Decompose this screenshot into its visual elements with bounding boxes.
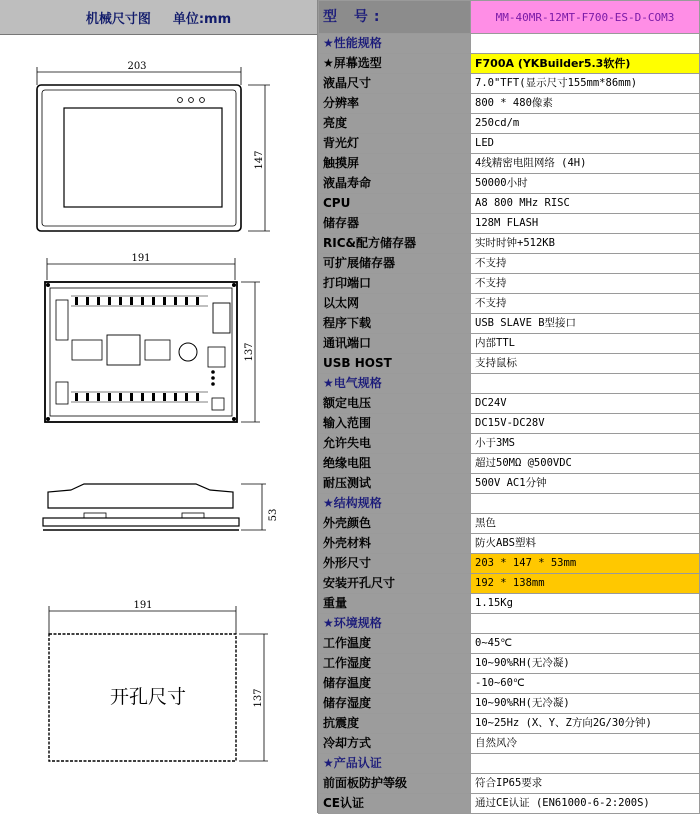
spec-row: [319, 334, 700, 354]
spec-row: [319, 114, 700, 134]
section-title: ★性能规格: [319, 34, 471, 54]
spec-key: 触摸屏: [319, 154, 471, 174]
back-height-label: 137: [244, 342, 255, 362]
spec-key: CE认证: [319, 794, 471, 814]
spec-value: DC15V-DC28V: [471, 414, 700, 434]
spec-key: CPU: [319, 194, 471, 214]
spec-value: [471, 754, 700, 774]
spec-key: 外壳材料: [319, 534, 471, 554]
section-row: [319, 754, 700, 774]
spec-value: 自然风冷: [471, 734, 700, 754]
section-row: [319, 374, 700, 394]
spec-value: 192 * 138mm: [471, 574, 700, 594]
spec-key: 以太网: [319, 294, 471, 314]
spec-key: 通讯端口: [319, 334, 471, 354]
spec-row: [319, 214, 700, 234]
spec-row: [319, 634, 700, 654]
spec-key: 外壳颜色: [319, 514, 471, 534]
spec-key: 前面板防护等级: [319, 774, 471, 794]
spec-row: [319, 734, 700, 754]
section-row: [319, 614, 700, 634]
spec-value: 10~90%RH(无冷凝): [471, 654, 700, 674]
spec-row: [319, 174, 700, 194]
drawing-panel: [0, 0, 318, 813]
spec-value: [471, 494, 700, 514]
spec-row: [319, 574, 700, 594]
spec-row: [319, 714, 700, 734]
section-title: ★产品认证: [319, 754, 471, 774]
spec-value: 7.0"TFT(显示尺寸155mm*86mm): [471, 74, 700, 94]
spec-key: 工作湿度: [319, 654, 471, 674]
spec-row: [319, 674, 700, 694]
spec-row: [319, 314, 700, 334]
spec-value: 小于3MS: [471, 434, 700, 454]
spec-row: [319, 74, 700, 94]
spec-row: [319, 514, 700, 534]
spec-row: [319, 534, 700, 554]
spec-value: DC24V: [471, 394, 700, 414]
cutout-height-label: 137: [253, 688, 264, 708]
spec-row: [319, 454, 700, 474]
cutout-width-label: 191: [133, 600, 153, 611]
section-title: ★结构规格: [319, 494, 471, 514]
section-row: [319, 494, 700, 514]
spec-row: [319, 54, 700, 74]
spec-key: 允许失电: [319, 434, 471, 454]
spec-key: 外形尺寸: [319, 554, 471, 574]
spec-row: [319, 794, 700, 814]
spec-key: 打印端口: [319, 274, 471, 294]
spec-value: 内部TTL: [471, 334, 700, 354]
spec-key: 亮度: [319, 114, 471, 134]
spec-value: 实时时钟+512KB: [471, 234, 700, 254]
section-row: [319, 34, 700, 54]
spec-row: [319, 694, 700, 714]
spec-row: [319, 154, 700, 174]
spec-table: [318, 0, 700, 814]
spec-value: 203 * 147 * 53mm: [471, 554, 700, 574]
model-value: MM-40MR-12MT-F700-ES-D-COM3: [471, 1, 700, 34]
spec-value: 不支持: [471, 294, 700, 314]
spec-key: 液晶尺寸: [319, 74, 471, 94]
spec-value: 通过CE认证 (EN61000-6-2:200S): [471, 794, 700, 814]
spec-key: 重量: [319, 594, 471, 614]
spec-key: 耐压测试: [319, 474, 471, 494]
spec-value: [471, 34, 700, 54]
spec-key: RIC&配方储存器: [319, 234, 471, 254]
section-title: ★电气规格: [319, 374, 471, 394]
cutout-view: [49, 606, 268, 761]
spec-value: A8 800 MHz RISC: [471, 194, 700, 214]
spec-key: 液晶寿命: [319, 174, 471, 194]
spec-value: 10~25Hz (X、Y、Z方向2G/30分钟): [471, 714, 700, 734]
spec-key: 分辨率: [319, 94, 471, 114]
section-title: ★环境规格: [319, 614, 471, 634]
cutout-label: 开孔尺寸: [109, 686, 187, 708]
spec-value: 支持鼠标: [471, 354, 700, 374]
spec-key: 程序下载: [319, 314, 471, 334]
spec-row: [319, 254, 700, 274]
mechanical-drawings: [0, 0, 317, 813]
spec-value: 128M FLASH: [471, 214, 700, 234]
spec-row: [319, 554, 700, 574]
spec-value: 黑色: [471, 514, 700, 534]
spec-value: LED: [471, 134, 700, 154]
spec-row: [319, 194, 700, 214]
spec-key: 储存湿度: [319, 694, 471, 714]
spec-key: 抗震度: [319, 714, 471, 734]
spec-key: 输入范围: [319, 414, 471, 434]
spec-key: 背光灯: [319, 134, 471, 154]
spec-key: 额定电压: [319, 394, 471, 414]
spec-value: 50000小时: [471, 174, 700, 194]
spec-row: [319, 654, 700, 674]
front-height-label: 147: [254, 150, 265, 170]
spec-row: [319, 394, 700, 414]
spec-row: [319, 354, 700, 374]
side-depth-label: 53: [268, 508, 279, 522]
spec-value: 超过50MΩ @500VDC: [471, 454, 700, 474]
spec-value: 防火ABS塑料: [471, 534, 700, 554]
spec-row: [319, 774, 700, 794]
spec-value: 4线精密电阻网络 (4H): [471, 154, 700, 174]
spec-row: [319, 274, 700, 294]
unit-label: 单位:mm: [172, 11, 232, 27]
spec-value: 不支持: [471, 274, 700, 294]
spec-row: [319, 434, 700, 454]
spec-value: 800 * 480像素: [471, 94, 700, 114]
spec-row: [319, 414, 700, 434]
spec-row: [319, 134, 700, 154]
spec-key: 可扩展储存器: [319, 254, 471, 274]
spec-value: 0~45℃: [471, 634, 700, 654]
spec-row: [319, 474, 700, 494]
spec-value: [471, 374, 700, 394]
spec-value: 500V AC1分钟: [471, 474, 700, 494]
spec-row: [319, 234, 700, 254]
spec-key: 储存温度: [319, 674, 471, 694]
spec-value: 250cd/m: [471, 114, 700, 134]
model-label: 型 号:: [319, 1, 471, 34]
spec-key: ★屏幕选型: [319, 54, 471, 74]
spec-value: [471, 614, 700, 634]
side-view: [43, 484, 266, 530]
spec-value: 符合IP65要求: [471, 774, 700, 794]
spec-value: USB SLAVE B型接口: [471, 314, 700, 334]
terminal-blocks: [46, 283, 236, 421]
front-width-label: 203: [127, 61, 147, 72]
spec-row: [319, 594, 700, 614]
spec-value: F700A (YKBuilder5.3软件): [471, 54, 700, 74]
spec-value: 10~90%RH(无冷凝): [471, 694, 700, 714]
model-row: [319, 1, 700, 34]
spec-value: -10~60℃: [471, 674, 700, 694]
spec-value: 不支持: [471, 254, 700, 274]
spec-key: 绝缘电阻: [319, 454, 471, 474]
back-width-label: 191: [131, 253, 151, 264]
spec-key: USB HOST: [319, 354, 471, 374]
spec-row: [319, 94, 700, 114]
spec-key: 储存器: [319, 214, 471, 234]
front-view: [37, 67, 270, 231]
spec-key: 工作温度: [319, 634, 471, 654]
drawing-title: 机械尺寸图: [85, 11, 151, 27]
spec-key: 安装开孔尺寸: [319, 574, 471, 594]
spec-row: [319, 294, 700, 314]
spec-panel: [318, 0, 700, 813]
spec-key: 冷却方式: [319, 734, 471, 754]
spec-value: 1.15Kg: [471, 594, 700, 614]
